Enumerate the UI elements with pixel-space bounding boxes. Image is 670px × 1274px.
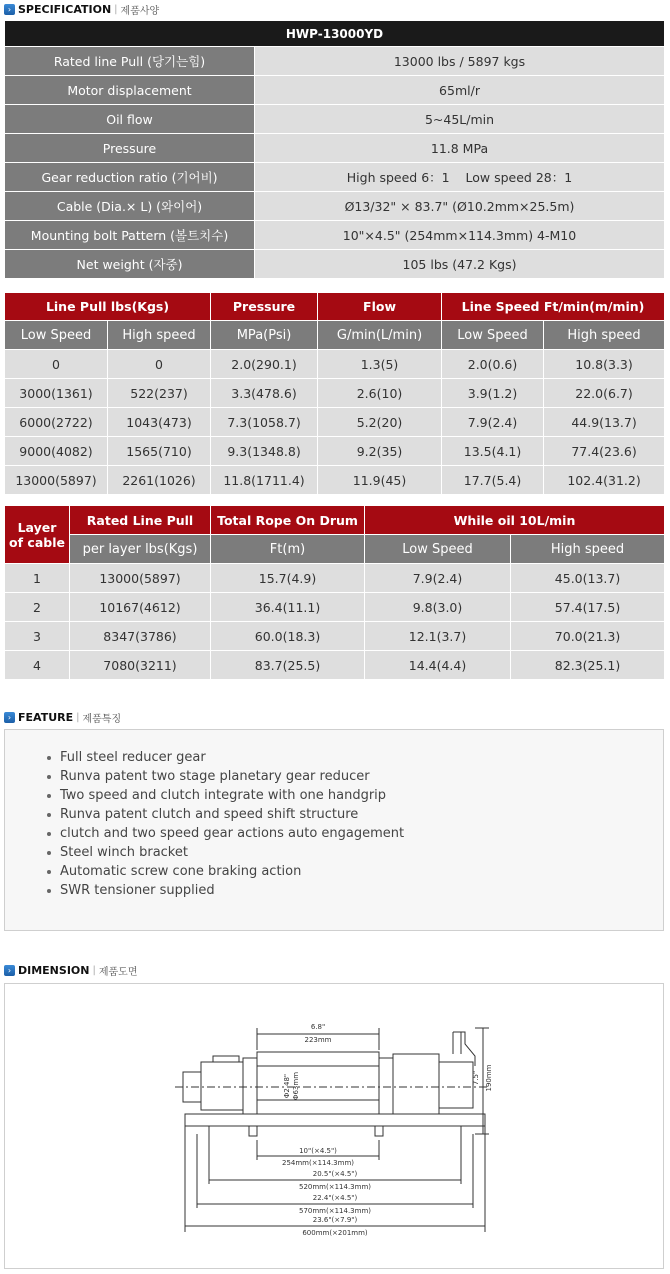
cell: 1	[5, 564, 70, 593]
list-item: Steel winch bracket	[45, 843, 663, 862]
spec-value: High speed 6：1 Low speed 28：1	[255, 163, 665, 192]
arrow-icon: ›	[4, 4, 15, 15]
section-title-ko: 제품도면	[98, 966, 138, 978]
spec-row	[5, 105, 665, 134]
feature-list	[5, 730, 663, 900]
sub-header: MPa(Psi)	[211, 321, 318, 350]
dim-label: Φ63mm	[292, 1071, 300, 1101]
cell: 2.6(10)	[318, 379, 442, 408]
cell: 44.9(13.7)	[544, 408, 665, 437]
sub-header: Low Speed	[442, 321, 544, 350]
dimension-section-header	[4, 962, 137, 978]
cell: 522(237)	[108, 379, 211, 408]
sub-header: Low Speed	[5, 321, 108, 350]
winch-drawing	[5, 984, 663, 1268]
cell: 6000(2722)	[5, 408, 108, 437]
cell: 57.4(17.5)	[511, 593, 665, 622]
list-item: clutch and two speed gear actions auto engagement	[45, 824, 663, 843]
spec-label: Net weight (자중)	[5, 250, 255, 279]
spec-row	[5, 163, 665, 192]
group-header: Flow	[318, 293, 442, 321]
cell: 13000(5897)	[5, 466, 108, 495]
model-name: HWP-13000YD	[5, 21, 665, 47]
cell: 12.1(3.7)	[365, 622, 511, 651]
feature-section-header	[4, 709, 121, 725]
cell: 11.8(1711.4)	[211, 466, 318, 495]
cell: 14.4(4.4)	[365, 651, 511, 680]
cell: 9.3(1348.8)	[211, 437, 318, 466]
dim-label: 7.5"	[472, 1070, 480, 1086]
spec-value: 65ml/r	[255, 76, 665, 105]
cell: 13.5(4.1)	[442, 437, 544, 466]
list-item: Full steel reducer gear	[45, 748, 663, 767]
cell: 82.3(25.1)	[511, 651, 665, 680]
arrow-icon: ›	[4, 712, 15, 723]
list-item: Runva patent clutch and speed shift structure	[45, 805, 663, 824]
table-row	[5, 564, 665, 593]
cell: 8347(3786)	[70, 622, 211, 651]
cell: 2.0(0.6)	[442, 350, 544, 379]
cell: 15.7(4.9)	[211, 564, 365, 593]
group-header: Pressure	[211, 293, 318, 321]
cell: 2261(1026)	[108, 466, 211, 495]
cell: 10.8(3.3)	[544, 350, 665, 379]
cell: 77.4(23.6)	[544, 437, 665, 466]
cell: 13000(5897)	[70, 564, 211, 593]
cell: 3.9(1.2)	[442, 379, 544, 408]
sub-header: High speed	[544, 321, 665, 350]
cell: 4	[5, 651, 70, 680]
table-row	[5, 408, 665, 437]
spec-row	[5, 250, 665, 279]
dim-label: 23.6"(×7.9")	[312, 1216, 358, 1224]
spec-table	[4, 20, 665, 279]
table-row	[5, 437, 665, 466]
cell: 5.2(20)	[318, 408, 442, 437]
spec-label: Motor displacement	[5, 76, 255, 105]
dimension-box	[4, 983, 664, 1269]
spec-label: Gear reduction ratio (기어비)	[5, 163, 255, 192]
table-row	[5, 593, 665, 622]
cell: 7080(3211)	[70, 651, 211, 680]
cell: 45.0(13.7)	[511, 564, 665, 593]
table-row	[5, 466, 665, 495]
cell: 7.9(2.4)	[442, 408, 544, 437]
spec-label: Pressure	[5, 134, 255, 163]
spec-value: 105 lbs (47.2 Kgs)	[255, 250, 665, 279]
cell: 0	[5, 350, 108, 379]
group-header: Line Pull lbs(Kgs)	[5, 293, 211, 321]
list-item: Two speed and clutch integrate with one handgrip	[45, 786, 663, 805]
arrow-icon: ›	[4, 965, 15, 976]
spec-value: 13000 lbs / 5897 kgs	[255, 47, 665, 76]
table-row	[5, 622, 665, 651]
cell: 0	[108, 350, 211, 379]
dim-label: 600mm(×201mm)	[302, 1229, 368, 1237]
spec-label: Cable (Dia.× L) (와이어)	[5, 192, 255, 221]
cell: 7.9(2.4)	[365, 564, 511, 593]
section-title-en: FEATURE	[18, 710, 74, 724]
spec-row	[5, 134, 665, 163]
spec-value: 11.8 MPa	[255, 134, 665, 163]
spec-row	[5, 192, 665, 221]
layer-table	[4, 505, 665, 680]
spec-row	[5, 221, 665, 250]
spec-section-header	[4, 1, 159, 17]
dim-label: 254mm(×114.3mm)	[281, 1159, 355, 1167]
cell: 1565(710)	[108, 437, 211, 466]
spec-value: 10"×4.5" (254mm×114.3mm) 4-M10	[255, 221, 665, 250]
section-title-en: DIMENSION	[18, 963, 90, 977]
dim-label: Φ2.48"	[283, 1073, 291, 1099]
group-header: Total Rope On Drum	[211, 506, 365, 535]
dim-label: 20.5"(×4.5")	[312, 1170, 358, 1178]
list-item: Runva patent two stage planetary gear reducer	[45, 767, 663, 786]
cell: 9.2(35)	[318, 437, 442, 466]
spec-label: Rated line Pull (당기는힘)	[5, 47, 255, 76]
cell: 7.3(1058.7)	[211, 408, 318, 437]
spec-value: Ø13/32" × 83.7" (Ø10.2mm×25.5m)	[255, 192, 665, 221]
cell: 70.0(21.3)	[511, 622, 665, 651]
cell: 102.4(31.2)	[544, 466, 665, 495]
list-item: Automatic screw cone braking action	[45, 862, 663, 881]
spec-row	[5, 76, 665, 105]
dim-label: 6.8"	[310, 1023, 326, 1031]
divider: |	[92, 964, 96, 976]
dim-label: 520mm(×114.3mm)	[298, 1183, 372, 1191]
dim-label: 190mm	[485, 1064, 493, 1092]
cell: 11.9(45)	[318, 466, 442, 495]
sub-header: Low Speed	[365, 535, 511, 564]
cell: 36.4(11.1)	[211, 593, 365, 622]
layer-header-line: Layer	[17, 519, 57, 535]
divider: |	[76, 711, 80, 723]
dim-label: 10"(×4.5")	[299, 1147, 337, 1155]
section-title-en: SPECIFICATION	[18, 2, 112, 16]
cell: 3	[5, 622, 70, 651]
table-row	[5, 651, 665, 680]
sub-header: G/min(L/min)	[318, 321, 442, 350]
cell: 3000(1361)	[5, 379, 108, 408]
cell: 1043(473)	[108, 408, 211, 437]
cell: 3.3(478.6)	[211, 379, 318, 408]
table-row	[5, 350, 665, 379]
cell: 83.7(25.5)	[211, 651, 365, 680]
dim-label: 223mm	[304, 1036, 332, 1044]
list-item: SWR tensioner supplied	[45, 881, 663, 900]
group-header: Line Speed Ft/min(m/min)	[442, 293, 665, 321]
cell: 9.8(3.0)	[365, 593, 511, 622]
section-title-ko: 제품사양	[120, 5, 160, 17]
layer-header-line: of cable	[9, 534, 65, 550]
spec-label: Mounting bolt Pattern (볼트치수)	[5, 221, 255, 250]
spec-label: Oil flow	[5, 105, 255, 134]
group-header: While oil 10L/min	[365, 506, 665, 535]
cell: 9000(4082)	[5, 437, 108, 466]
divider: |	[114, 3, 118, 15]
layer-header	[5, 506, 70, 564]
section-title-ko: 제품특징	[82, 713, 122, 725]
performance-table	[4, 292, 665, 495]
table-row	[5, 379, 665, 408]
spec-row	[5, 47, 665, 76]
cell: 17.7(5.4)	[442, 466, 544, 495]
spec-value: 5~45L/min	[255, 105, 665, 134]
dim-label: 570mm(×114.3mm)	[298, 1207, 372, 1215]
sub-header: per layer lbs(Kgs)	[70, 535, 211, 564]
cell: 22.0(6.7)	[544, 379, 665, 408]
sub-header: High speed	[108, 321, 211, 350]
sub-header: High speed	[511, 535, 665, 564]
group-header: Rated Line Pull	[70, 506, 211, 535]
cell: 2.0(290.1)	[211, 350, 318, 379]
cell: 60.0(18.3)	[211, 622, 365, 651]
dim-label: 22.4"(×4.5")	[312, 1194, 358, 1202]
cell: 10167(4612)	[70, 593, 211, 622]
cell: 1.3(5)	[318, 350, 442, 379]
cell: 2	[5, 593, 70, 622]
sub-header: Ft(m)	[211, 535, 365, 564]
feature-box	[4, 729, 664, 931]
